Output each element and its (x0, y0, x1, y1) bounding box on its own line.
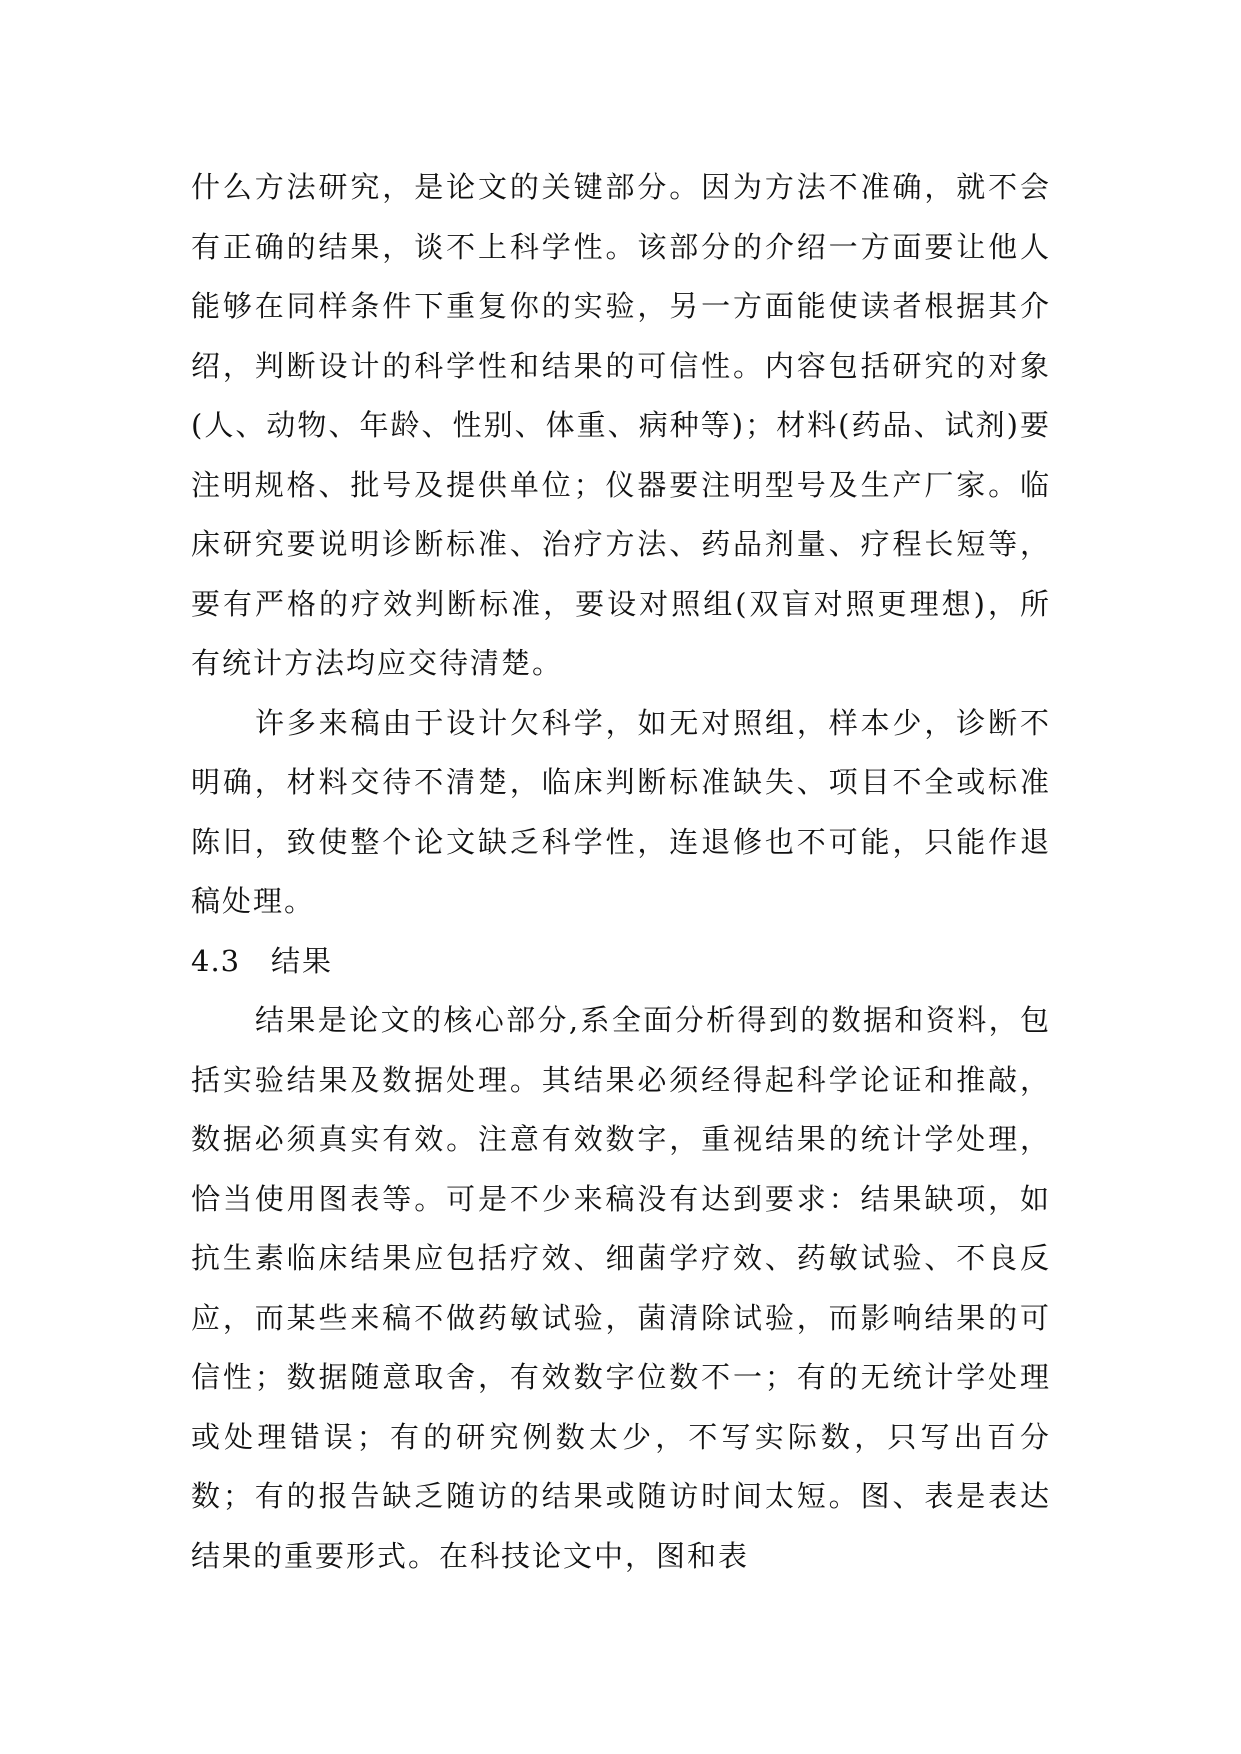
document-body (191, 158, 1051, 1586)
paragraph-methods-continued: 什么方法研究，是论文的关键部分。因为方法不准确，就不会有正确的结果，谈不上科学性。该部分的介绍一方面要让他人能够在同样条件下重复你的实验，另一方面能使读者根据其介绍，判断设计的科学性和结果的可信性。内容包括研究的对象(人、动物、年龄、性别、体重、病种等)；材料(药品、试剂)要注明规格、批号及提供单位；仪器要注明型号及生产厂家。临床研究要说明诊断标准、治疗方法、药品剂量、疗程长短等，要有严格的疗效判断标准，要设对照组(双盲对照更理想)，所有统计方法均应交待清楚。 (191, 170, 1051, 680)
paragraph-methods-problems: 许多来稿由于设计欠科学，如无对照组，样本少，诊断不明确，材料交待不清楚，临床判断标准缺失、项目不全或标准陈旧，致使整个论文缺乏科学性，连退修也不可能，只能作退稿处理。 (191, 705, 1051, 918)
section-number: 4.3 (191, 943, 241, 978)
section-heading (191, 932, 1051, 992)
paragraph-results: 结果是论文的核心部分,系全面分析得到的数据和资料，包括实验结果及数据处理。其结果必须经得起科学论证和推敲，数据必须真实有效。注意有效数字，重视结果的统计学处理，恰当使用图表等。可是不少来稿没有达到要求：结果缺项，如抗生素临床结果应包括疗效、细菌学疗效、药敏试验、不良反应，而某些来稿不做药敏试验，菌清除试验，而影响结果的可信性；数据随意取舍，有效数字位数不一；有的无统计学处理或处理错误；有的研究例数太少，不写实际数，只写出百分数；有的报告缺乏随访的结果或随访时间太短。图、表是表达结果的重要形式。在科技论文中，图和表 (191, 1003, 1051, 1573)
section-title: 结果 (271, 943, 334, 978)
